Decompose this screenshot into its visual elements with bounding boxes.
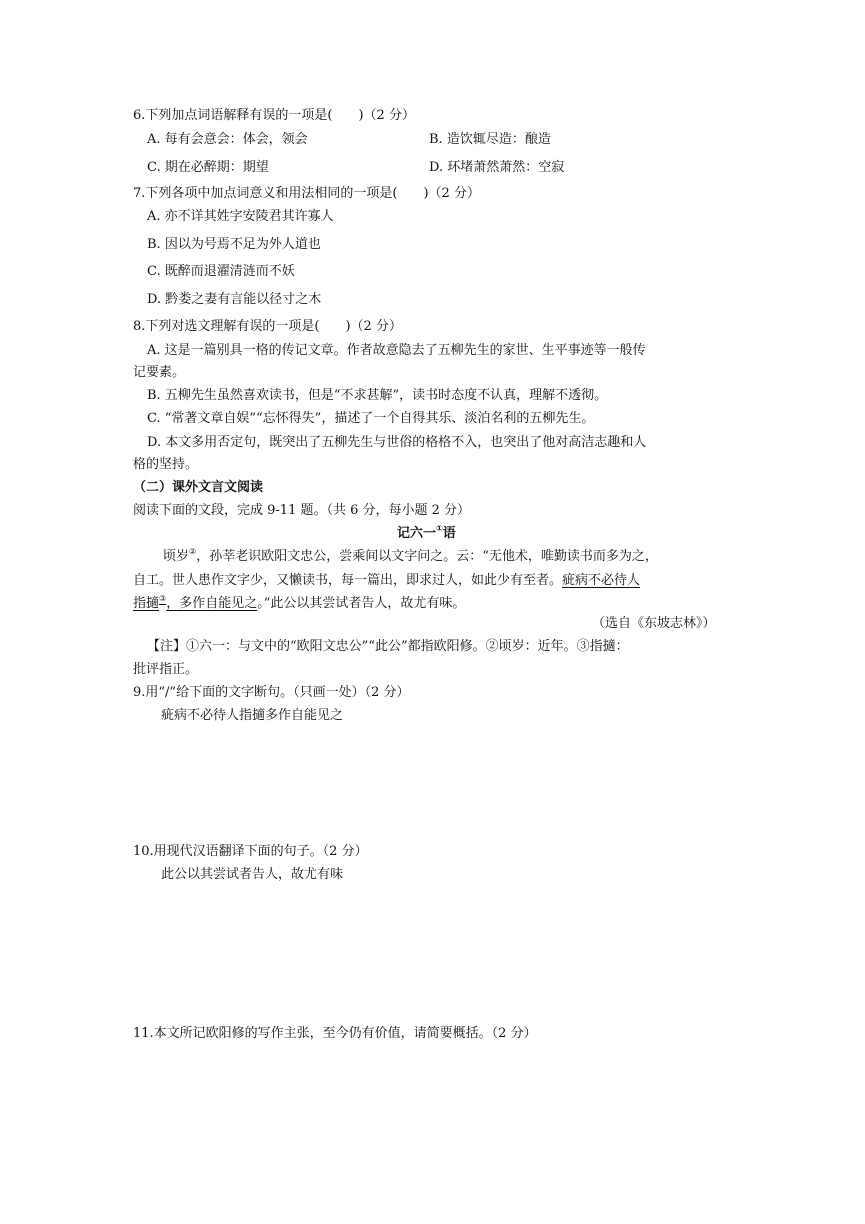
- q7-option-c: C. 既醉而退濯清涟而不妖: [147, 264, 295, 279]
- passage-text: 顷岁: [163, 549, 190, 564]
- passage-title-post: 语: [442, 526, 456, 541]
- q10-sentence: 此公以其尝试者告人，故尤有味: [161, 867, 344, 882]
- q8-option-a-line2: 记要素。: [133, 365, 186, 380]
- passage-text: 。”此公以其尝试者告人，故尤有味。: [257, 596, 466, 611]
- q6-option-b: B. 造饮辄尽造：酿造: [429, 132, 551, 147]
- section-heading: （二）课外文言文阅读: [133, 480, 264, 495]
- passage-line-3: [133, 595, 465, 613]
- note-line-2: 批评指正。: [133, 662, 199, 677]
- note-line-1: 【注】①六一：与文中的“欧阳文忠公”“此公”都指欧阳修。②顷岁：近年。③指擿：: [147, 639, 629, 654]
- passage-text: ，孙莘老识欧阳文忠公，尝乘间以文字问之。云：“无他术，唯勤读书而多为之，: [196, 549, 658, 564]
- passage-title-pre: 记六一: [397, 526, 437, 541]
- q7-option-a: A. 亦不详其姓字安陵君其许寡人: [147, 209, 334, 224]
- q6-option-c: C. 期在必醉期：期望: [147, 160, 269, 175]
- q9-sentence: 疵病不必待人指擿多作自能见之: [161, 708, 344, 723]
- underlined-sentence: 指擿: [133, 596, 160, 611]
- footnote-marker-1: ①: [436, 524, 443, 533]
- passage-source: （选自《东坡志林》）: [592, 616, 716, 631]
- passage-line-1: [163, 548, 658, 566]
- q11-stem: 11.本文所记欧阳修的写作主张，至今仍有价值，请简要概括。（2 分）: [133, 1026, 537, 1041]
- q8-option-b: B. 五柳先生虽然喜欢读书，但是“不求甚解”，读书时态度不认真，理解不透彻。: [147, 388, 608, 403]
- q8-option-d-line2: 格的坚持。: [133, 457, 199, 472]
- passage-line-2: [133, 572, 640, 590]
- underlined-sentence: 疵病不必待人: [562, 573, 641, 588]
- passage-title: [397, 525, 456, 543]
- footnote-marker-2: ②: [189, 547, 197, 556]
- q8-option-a-line1: A. 这是一篇别具一格的传记文章。作者故意隐去了五柳先生的家世、生平事迹等一般传: [147, 343, 646, 358]
- q6-stem: 6.下列加点词语解释有误的一项是( )（2 分）: [133, 108, 415, 123]
- q6-option-d: D. 环堵萧然萧然：空寂: [429, 160, 565, 175]
- underlined-sentence: ，多作自能见之: [166, 596, 258, 611]
- q8-option-c: C. “常著文章自娱”“忘怀得失”，描述了一个自得其乐、淡泊名利的五柳先生。: [147, 411, 595, 426]
- q8-stem: 8.下列对选文理解有误的一项是( )（2 分）: [133, 319, 402, 334]
- section-instruction: 阅读下面的文段，完成 9-11 题。（共 6 分，每小题 2 分）: [133, 503, 471, 518]
- passage-text: 自工。世人患作文字少，又懒读书，每一篇出，即求过人，如此少有至者。: [133, 573, 563, 588]
- q10-stem: 10.用现代汉语翻译下面的句子。（2 分）: [133, 844, 368, 859]
- q8-option-d-line1: D. 本文多用否定句，既突出了五柳先生与世俗的格格不入，也突出了他对高洁志趣和人: [147, 435, 647, 450]
- q9-stem: 9.用“/”给下面的文字断句。（只画一处）（2 分）: [133, 685, 410, 700]
- q7-stem: 7.下列各项中加点词意义和用法相同的一项是( )（2 分）: [133, 186, 480, 201]
- q7-option-b: B. 因以为号焉不足为外人道也: [147, 237, 321, 252]
- footnote-marker-3: ③: [159, 594, 167, 603]
- q6-option-a: A. 每有会意会：体会，领会: [147, 132, 308, 147]
- q7-option-d: D. 黔娄之妻有言能以径寸之木: [147, 292, 322, 307]
